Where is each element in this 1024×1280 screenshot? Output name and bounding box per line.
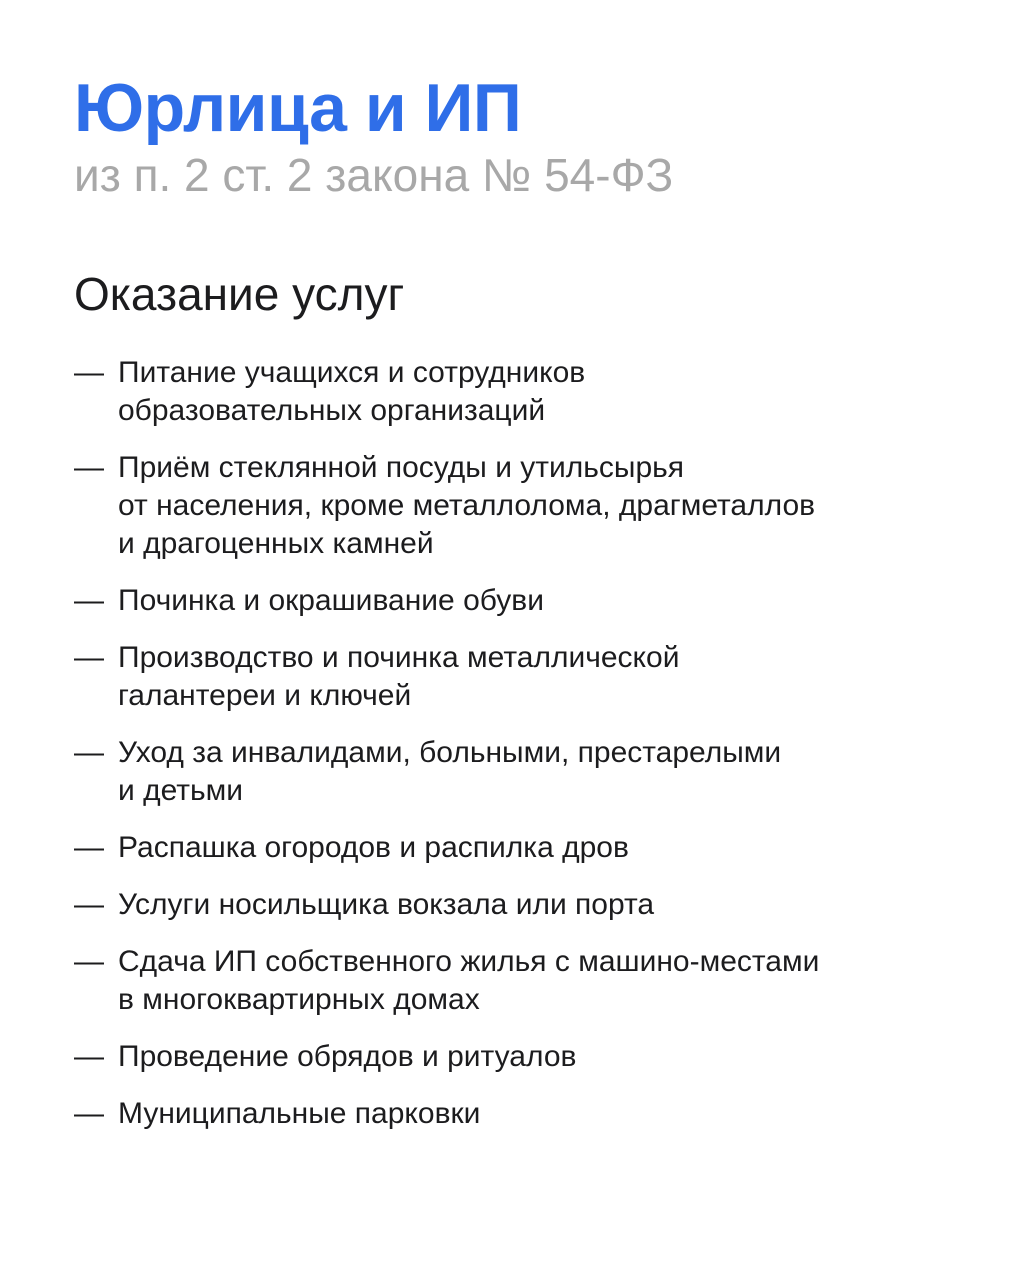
list-item-text: Уход за инвалидами, больными, престарелыми и детьми [118,736,782,807]
dash-bullet: — [74,584,104,617]
list-item [74,943,952,1019]
dash-bullet: — [74,945,104,978]
list-item [74,582,952,620]
list-item [74,449,952,563]
dash-bullet: — [74,1097,104,1130]
list-item-text: Починка и окрашивание обуви [118,584,544,617]
list-item [74,1038,952,1076]
page-subtitle: из п. 2 ст. 2 закона № 54-ФЗ [74,149,674,201]
dash-bullet: — [74,831,104,864]
dash-bullet: — [74,888,104,921]
dash-bullet: — [74,736,104,769]
list-item [74,829,952,867]
list-item-text: Распашка огородов и распилка дров [118,831,629,864]
list-item [74,639,952,715]
list-item-text: Услуги носильщика вокзала или порта [118,888,655,921]
dash-bullet: — [74,356,104,389]
list-item-text: Производство и починка металлической галантереи и ключей [118,641,680,712]
services-list [74,354,952,1133]
list-item-text: Муниципальные парковки [118,1097,481,1130]
list-item [74,354,952,430]
list-item-text: Приём стеклянной посуды и утильсырья от населения, кроме металлолома, драгметаллов и драгоценных камней [118,451,816,560]
dash-bullet: — [74,641,104,674]
section-heading: Оказание услуг [74,268,405,320]
list-item [74,1095,952,1133]
dash-bullet: — [74,451,104,484]
list-item-text: Сдача ИП собственного жилья с машино-местами в многоквартирных домах [118,945,820,1016]
list-item-text: Проведение обрядов и ритуалов [118,1040,577,1073]
list-item [74,734,952,810]
list-item [74,886,952,924]
page-title: Юрлица и ИП [74,70,522,146]
dash-bullet: — [74,1040,104,1073]
list-item-text: Питание учащихся и сотрудников образовательных организаций [118,356,586,427]
